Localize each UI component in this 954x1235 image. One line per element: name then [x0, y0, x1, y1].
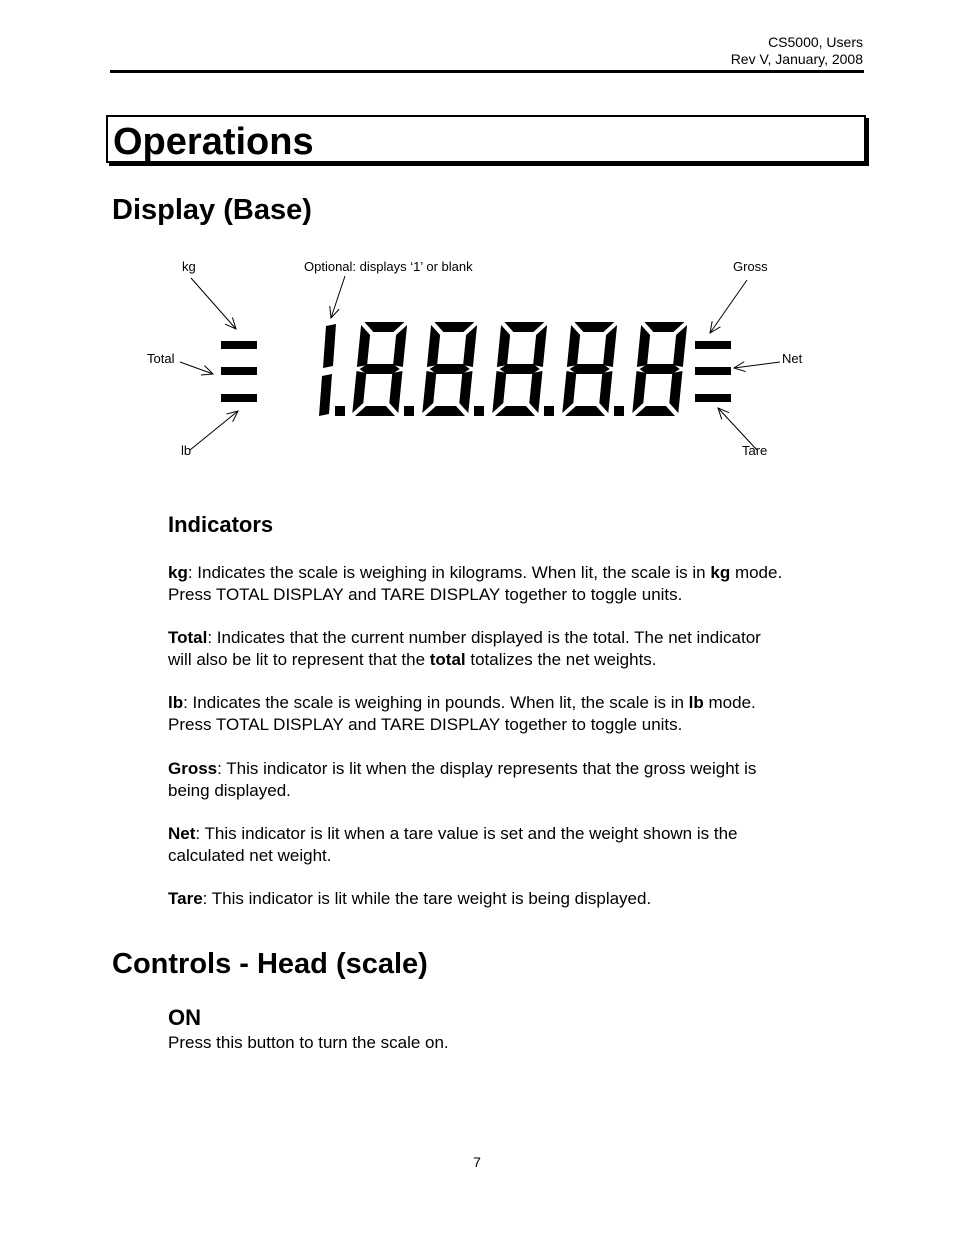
arrow-kg	[191, 278, 236, 329]
decimal-point-3	[544, 406, 554, 416]
section-title-box	[106, 115, 866, 163]
term-tare: Tare	[168, 889, 203, 908]
label-tare: Tare	[742, 443, 768, 458]
digit-3-seg-d	[495, 406, 535, 416]
indicator-net-description: Net: This indicator is lit when a tare value is set and the weight shown is the calculated net weight.	[168, 824, 738, 865]
indicators-heading: Indicators	[168, 512, 274, 537]
digit-4-seg-b	[603, 325, 617, 367]
digit-1-seg-e	[352, 371, 366, 413]
section-title: Operations	[113, 121, 314, 163]
label-total: Total	[147, 351, 175, 366]
indicator-gross-description: Gross: This indicator is lit when the display represents that the gross weight is being displayed.	[168, 759, 757, 800]
indicator-bar-net	[695, 367, 731, 375]
term-total: Total	[168, 628, 208, 647]
digit-5-seg-a	[644, 322, 684, 332]
label-kg: kg	[182, 259, 196, 274]
digit-3-seg-g	[500, 364, 540, 374]
display-heading: Display (Base)	[112, 194, 312, 226]
digit-3-seg-c	[529, 371, 542, 413]
header-document-title: CS5000, Users	[768, 34, 863, 50]
digit-2-seg-b	[463, 325, 477, 367]
indicator-tare-description: Tare: This indicator is lit while the tare weight is being displayed.	[168, 889, 652, 908]
decimal-point-2	[474, 406, 484, 416]
digit-1-seg-f	[357, 325, 370, 367]
term-lb: lb	[168, 693, 184, 712]
digit-1-seg-c	[389, 371, 402, 413]
digit-3-seg-a	[504, 322, 544, 332]
indicator-total-description: Total: Indicates that the current number displayed is the total. The net indicator will also be lit to represent that the total totalizes the net weights.	[168, 628, 761, 669]
right-indicator-bars	[695, 341, 731, 402]
header-revision: Rev V, January, 2008	[730, 51, 863, 67]
digit-5-seg-b	[673, 325, 687, 367]
arrow-total	[180, 362, 213, 374]
display-diagram	[0, 240, 954, 480]
digit-4-seg-f	[567, 325, 580, 367]
digit-1-seg-a	[364, 322, 404, 332]
digit-1-seg-d	[355, 406, 395, 416]
digit-5-seg-d	[635, 406, 675, 416]
digit-3-seg-f	[497, 325, 510, 367]
indicator-bar-gross	[695, 341, 731, 349]
term-gross: Gross	[168, 759, 218, 778]
seven-segment-display	[319, 324, 345, 416]
digit-4-seg-a	[574, 322, 614, 332]
indicator-bar-total	[221, 367, 257, 375]
digit-2-seg-f	[427, 325, 440, 367]
left-indicator-bars	[221, 341, 257, 402]
label-net: Net	[782, 351, 803, 366]
digit-group	[352, 322, 687, 416]
page-number: 7	[473, 1154, 481, 1170]
label-optional: Optional: displays ‘1’ or blank	[304, 259, 473, 274]
decimal-point-1	[404, 406, 414, 416]
digit-2-seg-g	[430, 364, 470, 374]
arrow-lb	[190, 411, 238, 450]
digit-1-seg-b	[393, 325, 407, 367]
digit-3-seg-e	[492, 371, 506, 413]
digit-2-seg-a	[434, 322, 474, 332]
decimal-point-0	[335, 406, 345, 416]
arrow-optional	[331, 276, 345, 318]
digit-2-seg-e	[422, 371, 436, 413]
arrow-gross	[710, 280, 747, 333]
digit-5-seg-f	[637, 325, 650, 367]
digit-2-seg-d	[425, 406, 465, 416]
header-rule	[110, 70, 864, 73]
digit-5-seg-c	[669, 371, 682, 413]
digit-one-lower	[319, 374, 332, 416]
arrow-net	[734, 362, 780, 368]
indicator-lb-description: lb: Indicates the scale is weighing in pounds. When lit, the scale is in lb mode. Press TOTAL DISPLAY and TARE DISPLAY together to toggle units.	[168, 693, 756, 734]
on-description: Press this button to turn the scale on.	[168, 1033, 449, 1052]
digit-4-seg-e	[562, 371, 576, 413]
digit-5-seg-e	[632, 371, 646, 413]
digit-5-seg-g	[640, 364, 680, 374]
digit-1-seg-g	[360, 364, 400, 374]
label-lb: lb	[181, 443, 192, 458]
term-net: Net	[168, 824, 196, 843]
label-gross: Gross	[733, 259, 768, 274]
indicator-kg-description: kg: Indicates the scale is weighing in kilograms. When lit, the scale is in kg mode. Press TOTAL DISPLAY and TARE DISPLAY together to toggle units.	[168, 563, 783, 604]
controls-heading: Controls - Head (scale)	[112, 948, 428, 980]
arrow-tare	[718, 408, 757, 450]
digit-3-seg-b	[533, 325, 547, 367]
digit-2-seg-c	[459, 371, 472, 413]
decimal-point-4	[614, 406, 624, 416]
digit-4-seg-c	[599, 371, 612, 413]
indicator-bar-tare	[695, 394, 731, 402]
digit-one-upper	[323, 324, 336, 368]
page-header	[731, 34, 863, 68]
digit-4-seg-d	[565, 406, 605, 416]
digit-4-seg-g	[570, 364, 610, 374]
indicator-bar-kg	[221, 341, 257, 349]
term-kg: kg	[168, 563, 188, 582]
indicator-bar-lb	[221, 394, 257, 402]
on-heading: ON	[168, 1005, 201, 1030]
